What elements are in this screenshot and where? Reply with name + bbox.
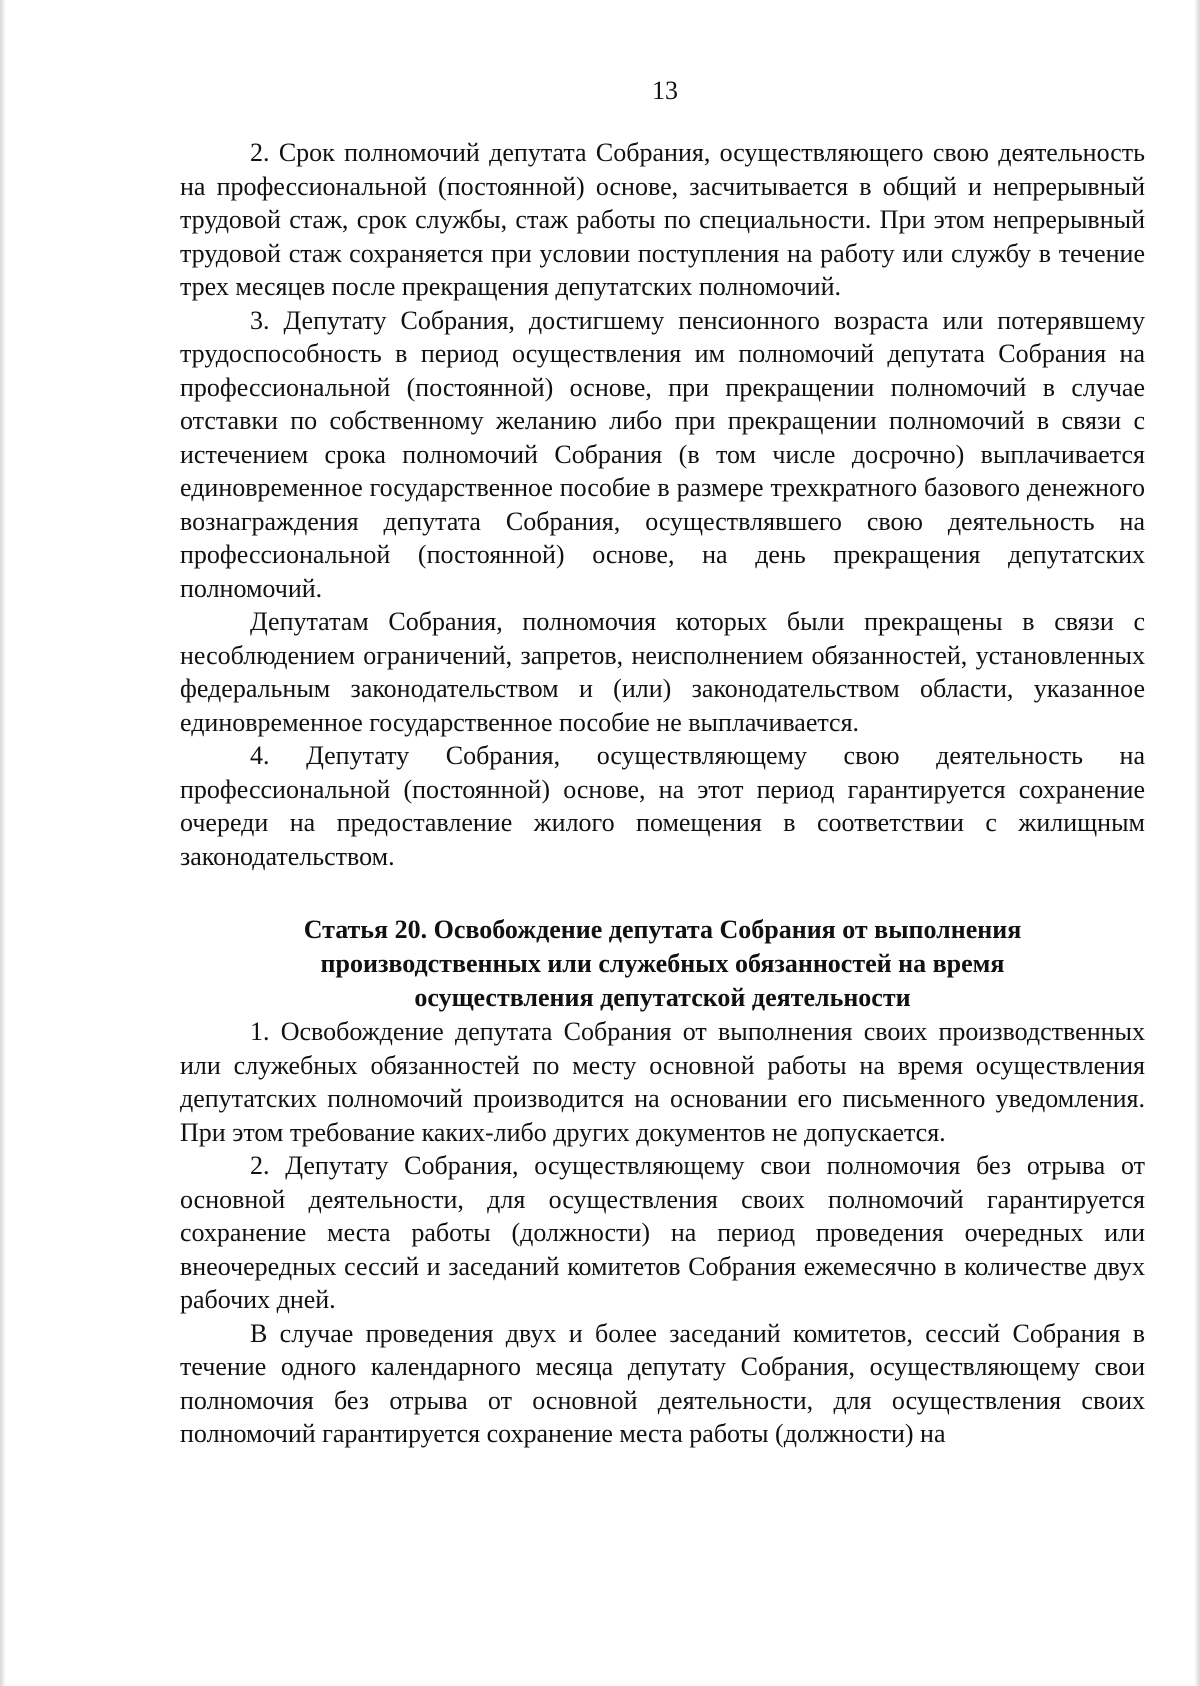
paragraph-article19-part4: 4. Депутату Собрания, осуществляющему свою деятельность на профессиональной (постоянной) основе, на этот период гарантируется сохранение очереди на предоставление жилого помещения в соответствии с жилищным законодательством. bbox=[180, 741, 1145, 871]
paragraph-article19-part3: 3. Депутату Собрания, достигшему пенсионного возраста или потерявшему трудоспособность в период осуществления им полномочий депутата Собрания на профессиональной (постоянной) основе, при прекращении полномочий в случае отставки по собственному желанию либо при прекращении полномочий в связи с истечением срока полномочий Собрания (в том числе досрочно) выплачивается единовременное государственное пособие в размере трехкратного базового денежного вознаграждения депутата Собрания, осуществлявшего свою деятельность на профессиональной (постоянной) основе, на день прекращения депутатских полномочий. bbox=[180, 305, 1145, 603]
paragraph-article19-part3-note: Депутатам Собрания, полномочия которых были прекращены в связи с несоблюдением ограничений, запретов, неисполнением обязанностей, установленных федеральным законодательством и (или) законодательством области, указанное единовременное государственное пособие не выплачивается. bbox=[180, 607, 1145, 737]
paragraph-article20-part1: 1. Освобождение депутата Собрания от выполнения своих производственных или служебных обязанностей по месту основной работы на время осуществления депутатских полномочий производится на основании его письменного уведомления. При этом требование каких-либо других документов не допускается. bbox=[180, 1017, 1145, 1147]
article-heading-line-1: Статья 20. Освобождение депутата Собрания от выполнения bbox=[303, 915, 1022, 944]
paragraph-article20-part2: 2. Депутату Собрания, осуществляющему свои полномочия без отрыва от основной деятельности, для осуществления своих полномочий гарантируется сохранение места работы (должности) на период проведения очередных или внеочередных сессий и заседаний комитетов Собрания ежемесячно в количестве двух рабочих дней. bbox=[180, 1151, 1145, 1314]
article-heading-line-2: производственных или служебных обязанностей на время bbox=[320, 949, 1005, 978]
document-body bbox=[180, 136, 1145, 1451]
paragraph-article19-part2: 2. Срок полномочий депутата Собрания, осуществляющего свою деятельность на профессиональной (постоянной) основе, засчитывается в общий и непрерывный трудовой стаж, срок службы, стаж работы по специальности. При этом непрерывный трудовой стаж сохраняется при условии поступления на работу или службу в течение трех месяцев после прекращения депутатских полномочий. bbox=[180, 138, 1145, 301]
article-heading-line-3: осуществления депутатской деятельности bbox=[414, 983, 911, 1012]
paragraph-article20-part2-continuation: В случае проведения двух и более заседаний комитетов, сессий Собрания в течение одного календарного месяца депутату Собрания, осуществляющему свои полномочия без отрыва от основной деятельности, для осуществления своих полномочий гарантируется сохранение места работы (должности) на bbox=[180, 1318, 1145, 1448]
page-number: 13 bbox=[652, 76, 678, 105]
article-20-heading bbox=[180, 913, 1145, 1015]
